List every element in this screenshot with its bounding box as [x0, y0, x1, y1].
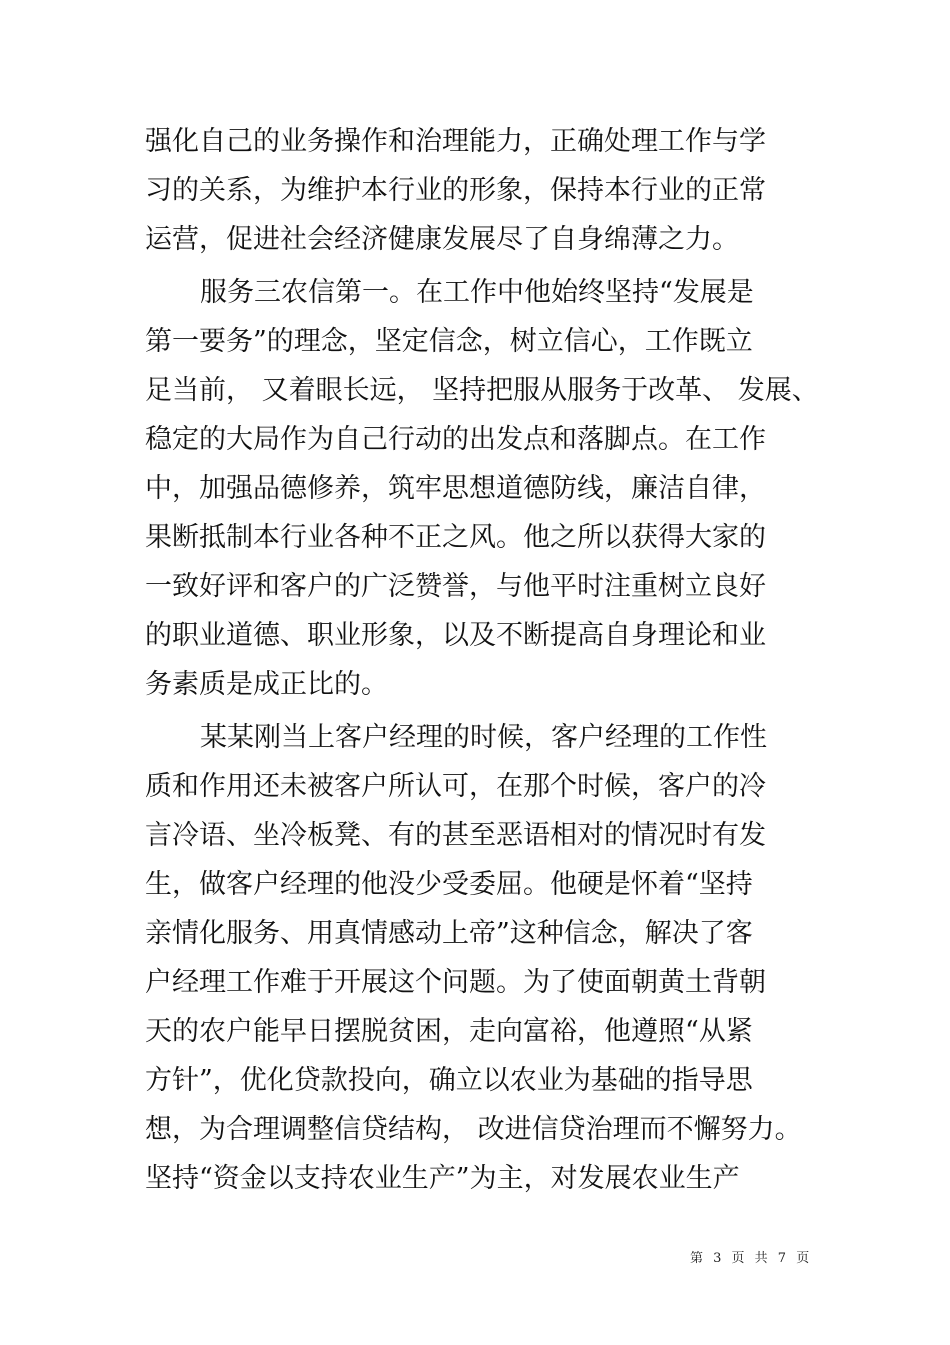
- text-line: 户经理工作难于开展这个问题。为了使面朝黄土背朝: [145, 967, 766, 998]
- text-line: 生，做客户经理的他没少受委屈。他硬是怀着“坚持: [145, 869, 753, 900]
- text-line: 运营，促进社会经济健康发展尽了自身绵薄之力。: [145, 224, 739, 255]
- text-line: 言冷语、坐冷板凳、有的甚至恶语相对的情况时有发: [145, 820, 766, 851]
- paragraph-first-line: 某某刚当上客户经理的时候，客户经理的工作性: [200, 722, 767, 753]
- text-line: 质和作用还未被客户所认可，在那个时候，客户的冷: [145, 771, 766, 802]
- text-line: 第一要务”的理念，坚定信念，树立信心，工作既立: [145, 326, 753, 357]
- text-line: 强化自己的业务操作和治理能力，正确处理工作与学: [145, 126, 766, 157]
- text-line: 亲情化服务、用真情感动上帝”这种信念，解决了客: [145, 918, 753, 949]
- text-line: 想，为合理调整信贷结构， 改进信贷治理而不懈努力。: [145, 1114, 802, 1145]
- text-line: 足当前， 又着眼长远， 坚持把服从服务于改革、 发展、: [145, 375, 819, 406]
- paragraph-first-line: 服务三农信第一。在工作中他始终坚持“发展是: [200, 277, 754, 308]
- text-line: 一致好评和客户的广泛赞誉，与他平时注重树立良好: [145, 571, 766, 602]
- text-line: 的职业道德、职业形象，以及不断提高自身理论和业: [145, 620, 766, 651]
- text-line: 中，加强品德修养，筑牢思想道德防线，廉洁自律，: [145, 473, 766, 504]
- text-line: 果断抵制本行业各种不正之风。他之所以获得大家的: [145, 522, 766, 553]
- text-line: 天的农户能早日摆脱贫困，走向富裕，他遵照“从紧: [145, 1016, 753, 1047]
- text-line: 稳定的大局作为自己行动的出发点和落脚点。在工作: [145, 424, 766, 455]
- text-line: 务素质是成正比的。: [145, 669, 388, 700]
- text-line: 习的关系，为维护本行业的形象，保持本行业的正常: [145, 175, 766, 206]
- text-line: 坚持“资金以支持农业生产”为主，对发展农业生产: [145, 1163, 740, 1194]
- text-line: 方针”，优化贷款投向，确立以农业为基础的指导思: [145, 1065, 753, 1096]
- page-number-footer: 第 3 页 共 7 页: [690, 1251, 813, 1266]
